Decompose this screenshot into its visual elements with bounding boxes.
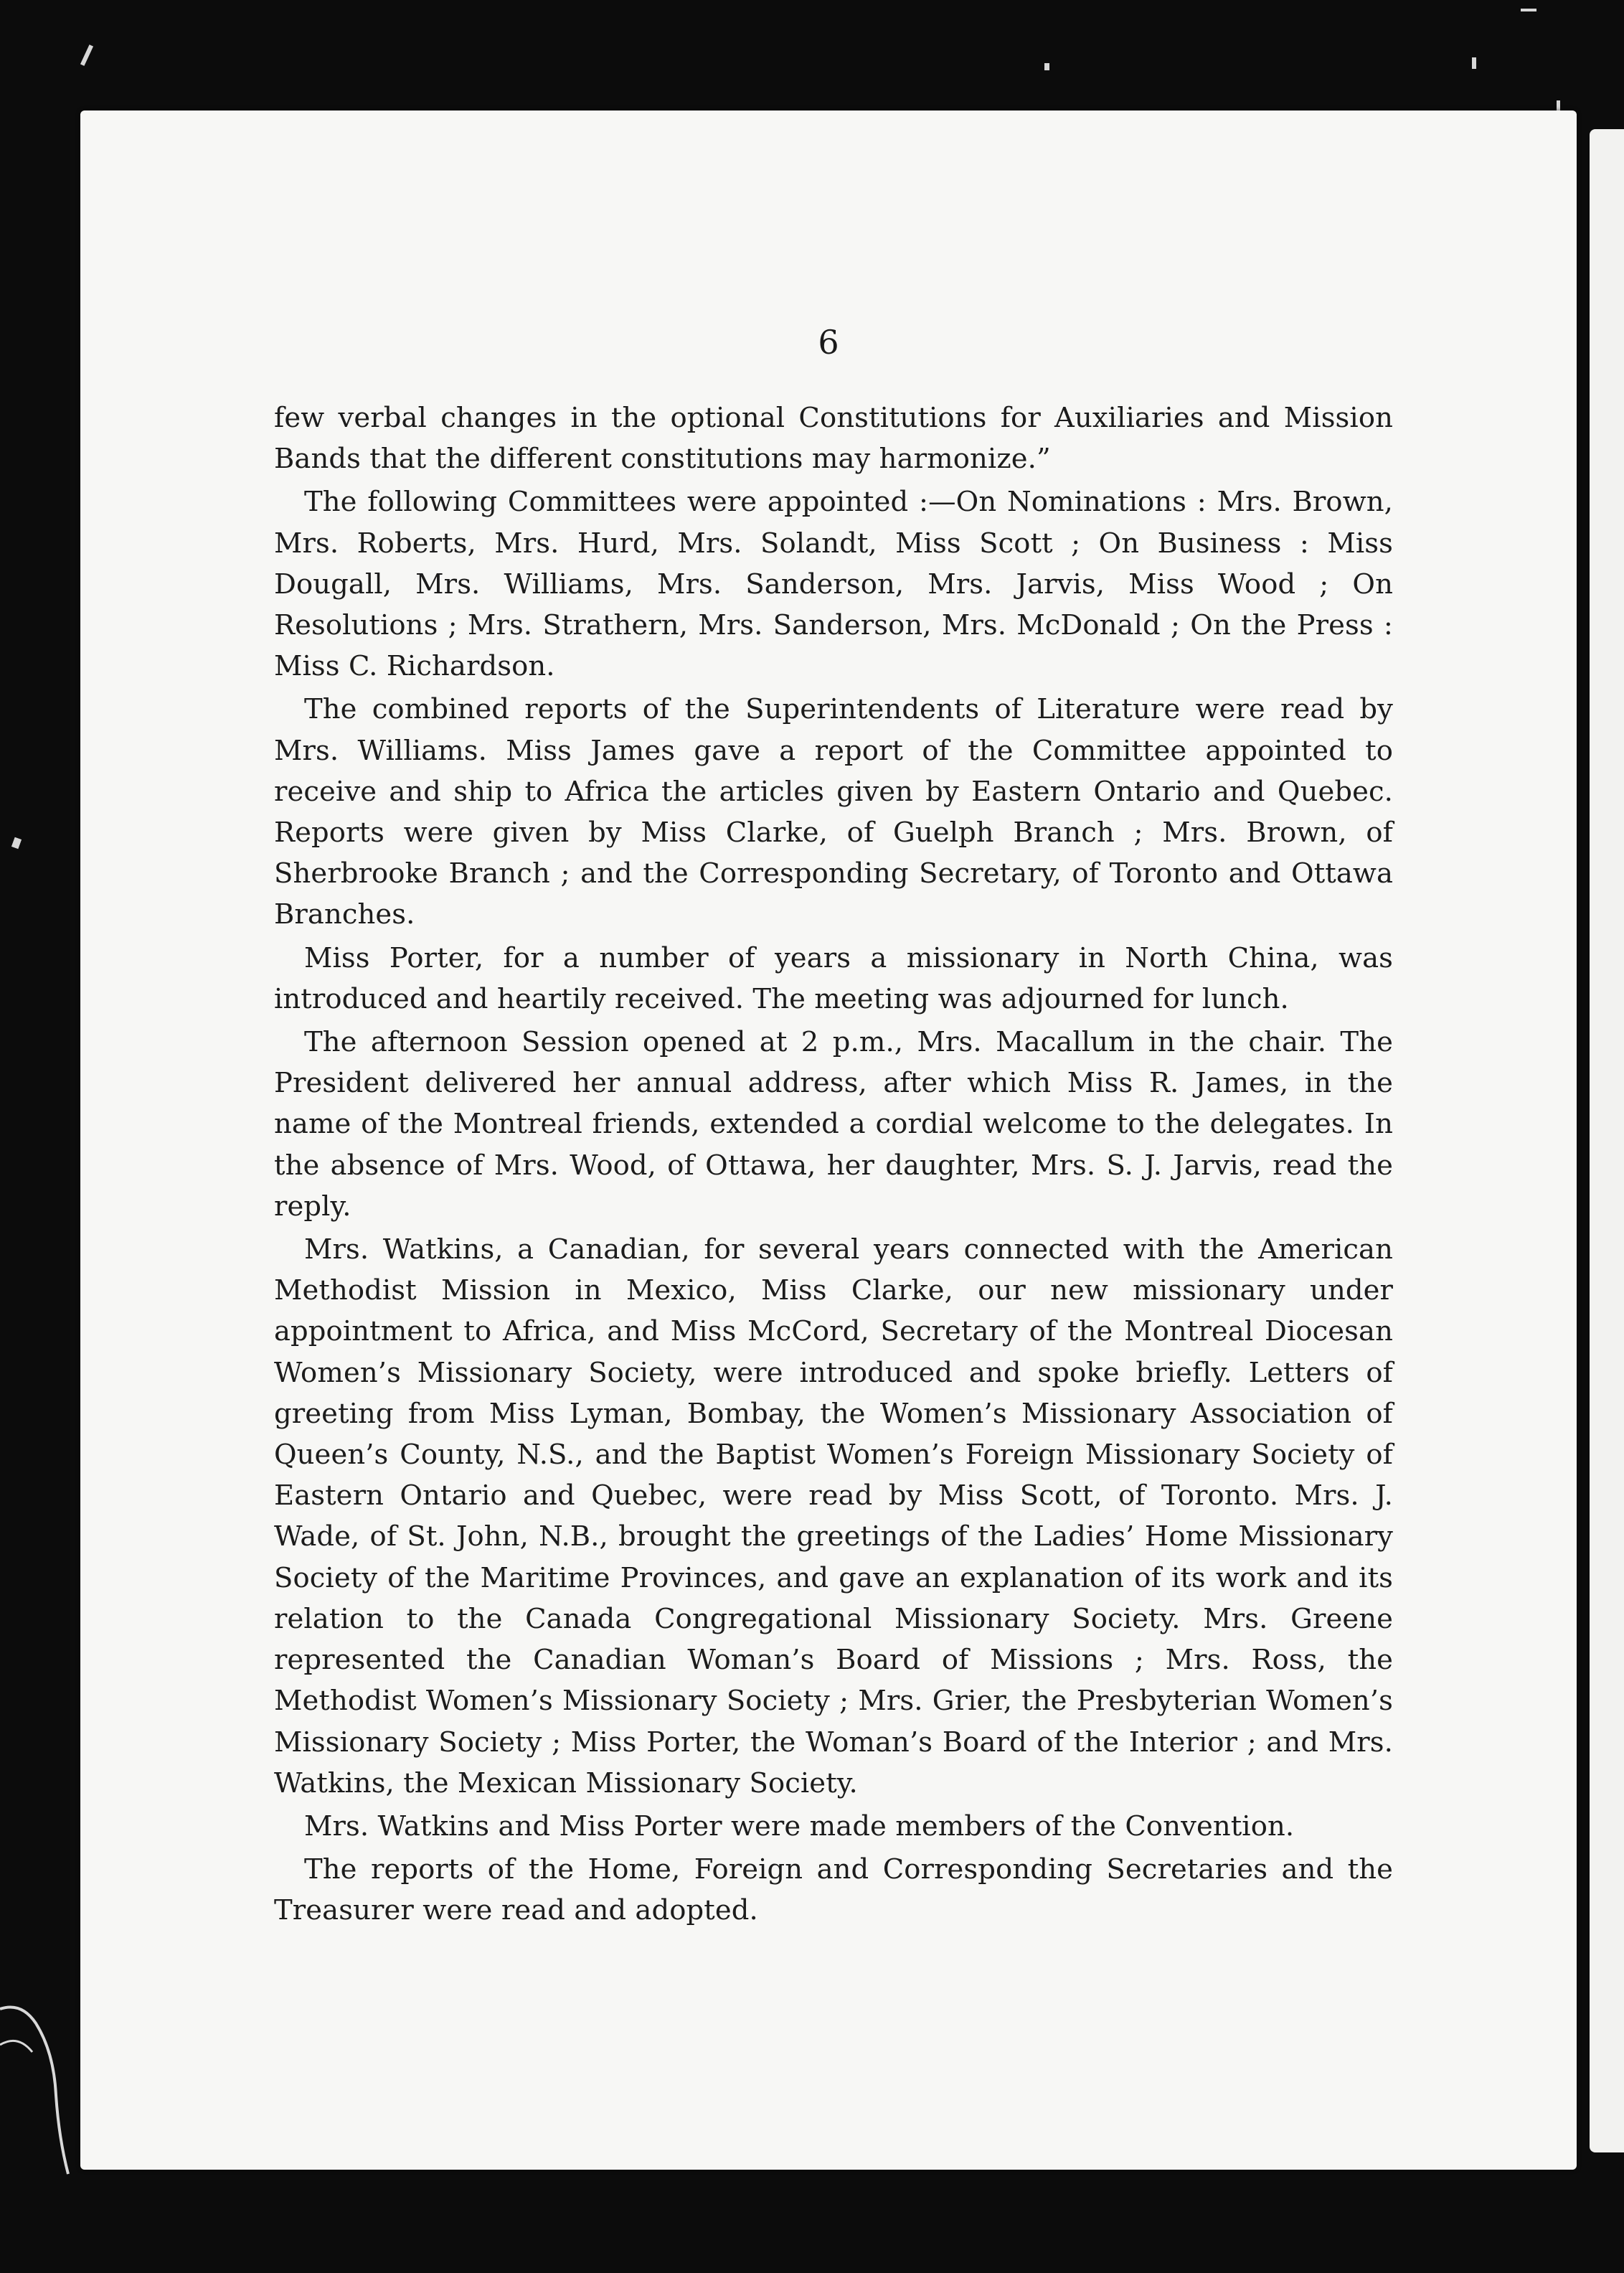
paragraph: The following Committees were appointed :—On Nominations : Mrs. Brown, Mrs. Roberts, Mrs. Hurd, Mrs. Solandt, Miss Scott ; On Business : Miss Dougall, Mrs. Williams, Mrs. Sanderson, Mrs. Jarvis, Miss Wood ; On Resolutions ; Mrs. Strathern, Mrs. Sanderson, Mrs. McDonald ; On the Press : Miss C. Richardson. (274, 486, 1393, 683)
paragraph: The combined reports of the Superintendents of Literature were read by Mrs. Williams. Miss James gave a report of the Committee appointed to receive and ship to Africa the articles given by Eastern Ontario and Quebec. Reports were given by Miss Clarke, of Guelph Branch ; Mrs. Brown, of Sherbrooke Branch ; and the Corresponding Secretary, of Toronto and Ottawa Branches. (274, 693, 1393, 931)
adjacent-page-edge (1590, 129, 1624, 2152)
scan-speck (80, 44, 93, 66)
paragraph: few verbal changes in the optional Constitutions for Auxiliaries and Mission Bands that the different constitutions may harmonize.” (274, 402, 1393, 476)
scan-speck (1044, 63, 1049, 70)
scan-speck (11, 837, 22, 850)
paragraph: The afternoon Session opened at 2 p.m., Mrs. Macallum in the chair. The President delivered her annual address, after which Miss R. James, in the name of the Montreal friends, extended a cordial welcome to the delegates. In the absence of Mrs. Wood, of Ottawa, her daughter, Mrs. S. J. Jarvis, read the reply. (274, 1026, 1393, 1223)
scan-speck (1472, 57, 1476, 69)
document-page (80, 110, 1577, 2170)
paragraph: Miss Porter, for a number of years a missionary in North China, was introduced and heartily received. The meeting was adjourned for lunch. (274, 941, 1393, 1015)
body-text (274, 397, 1393, 1934)
paragraph: The reports of the Home, Foreign and Corresponding Secretaries and the Treasurer were read and adopted. (274, 1853, 1393, 1927)
scan-speck (1521, 9, 1536, 11)
paragraph: Mrs. Watkins, a Canadian, for several years connected with the American Methodist Mission in Mexico, Miss Clarke, our new missionary under appointment to Africa, and Miss McCord, Secretary of the Montreal Diocesan Women’s Missionary Society, were introduced and spoke briefly. Letters of greeting from Miss Lyman, Bombay, the Women’s Missionary Association of Queen’s County, N.S., and the Baptist Women’s Foreign Missionary Society of Eastern Ontario and Quebec, were read by Miss Scott, of Toronto. Mrs. J. Wade, of St. John, N.B., brought the greetings of the Ladies’ Home Missionary Society of the Maritime Provinces, and gave an explanation of its work and its relation to the Canada Congregational Missionary Society. Mrs. Greene represented the Canadian Woman’s Board of Missions ; Mrs. Ross, the Methodist Women’s Missionary Society ; Mrs. Grier, the Presbyterian Women’s Missionary Society ; Miss Porter, the Woman’s Board of the Interior ; and Mrs. Watkins, the Mexican Missionary Society. (274, 1233, 1393, 1799)
page-number: 6 (818, 323, 839, 362)
binding-thread (0, 1995, 93, 2181)
paragraph: Mrs. Watkins and Miss Porter were made members of the Convention. (304, 1810, 1295, 1843)
